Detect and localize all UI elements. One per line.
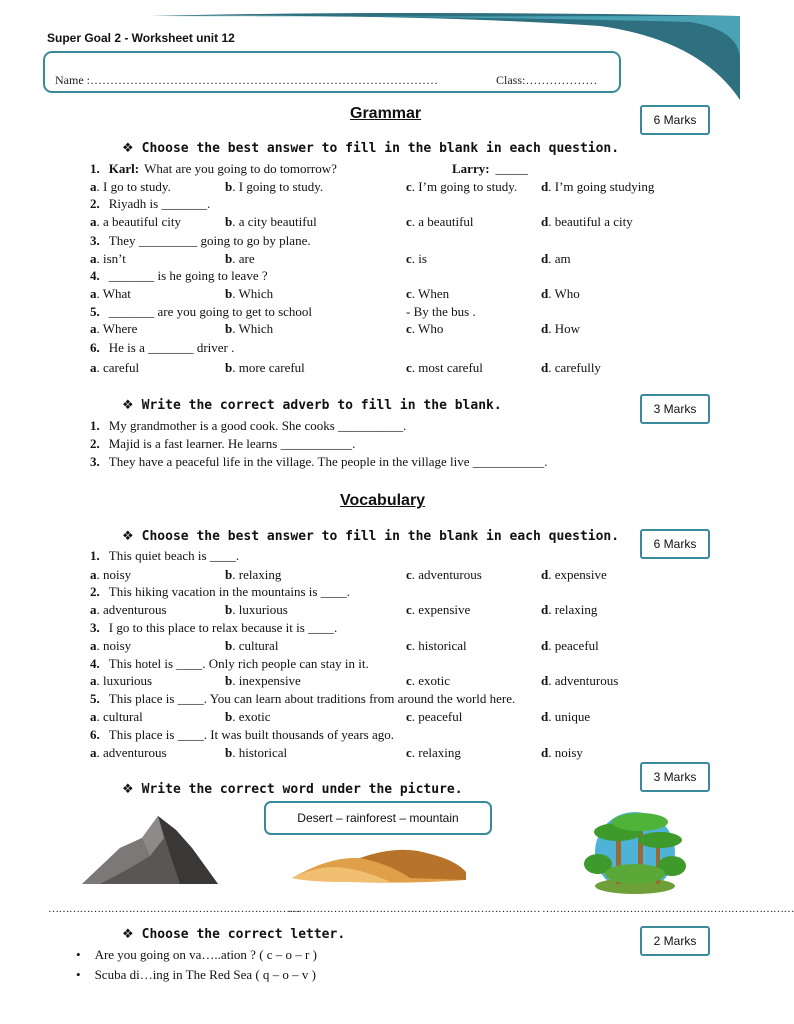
option-c[interactable] xyxy=(406,638,467,654)
question-text: I go to this place to relax because it is ____. xyxy=(108,620,338,635)
option-a[interactable] xyxy=(90,214,181,230)
option-d[interactable] xyxy=(541,179,654,195)
option-c[interactable] xyxy=(406,286,449,302)
adverb-item xyxy=(90,418,406,434)
option-text: . relaxing xyxy=(411,745,461,760)
option-text: . noisy xyxy=(96,638,132,653)
name-field[interactable]: Name :…………………………………………………………………………… xyxy=(55,73,438,87)
option-d[interactable] xyxy=(541,638,599,654)
worksheet-title: Super Goal 2 - Worksheet unit 12 xyxy=(47,31,235,45)
bullet-dot-icon: • xyxy=(76,947,81,962)
option-text: . are xyxy=(232,251,255,266)
option-letter: c xyxy=(406,709,412,724)
option-b[interactable] xyxy=(225,673,301,689)
option-d[interactable] xyxy=(541,709,590,725)
option-a[interactable] xyxy=(90,251,126,267)
adverb-instruction: ❖ Write the correct adverb to fill in the blank. xyxy=(122,398,502,413)
option-a[interactable] xyxy=(90,179,171,195)
option-text: . Which xyxy=(232,286,274,301)
option-letter: b xyxy=(225,745,233,760)
question-grammar-3 xyxy=(90,233,311,249)
option-text: . I going to study. xyxy=(232,179,324,194)
question-number: 6. xyxy=(90,727,100,742)
diamond-bullet-icon: ❖ xyxy=(122,529,134,544)
grammar-title: Grammar xyxy=(350,105,422,122)
option-c[interactable] xyxy=(406,360,483,376)
option-letter: d xyxy=(541,638,549,653)
item-number: 2. xyxy=(90,436,100,451)
option-a[interactable] xyxy=(90,360,139,376)
option-a[interactable] xyxy=(90,567,131,583)
question-grammar-5 xyxy=(90,304,312,320)
option-text: . Which xyxy=(232,321,274,336)
item-number: 1. xyxy=(90,418,100,433)
option-letter: c xyxy=(406,286,412,301)
option-d[interactable] xyxy=(541,745,583,761)
option-text: . Who xyxy=(411,321,444,336)
option-letter: c xyxy=(406,673,412,688)
question-vocabulary-2 xyxy=(90,584,350,600)
option-a[interactable] xyxy=(90,709,143,725)
letter-item xyxy=(76,947,317,963)
option-text: . a beautiful city xyxy=(96,214,181,229)
option-text: . noisy xyxy=(96,567,132,582)
option-c[interactable] xyxy=(406,214,474,230)
vocabulary-marks-badge: 6 Marks xyxy=(640,529,710,559)
option-letter: b xyxy=(225,709,233,724)
option-letter: c xyxy=(406,214,412,229)
question-number: 5. xyxy=(90,691,100,706)
option-letter: a xyxy=(90,745,97,760)
option-text: . carefully xyxy=(548,360,601,375)
option-text: . historical xyxy=(232,745,288,760)
question-number: 3. xyxy=(90,233,100,248)
option-a[interactable] xyxy=(90,321,137,337)
question-vocabulary-5 xyxy=(90,691,515,707)
option-letter: d xyxy=(541,321,549,336)
class-field[interactable]: Class:……………… xyxy=(496,73,598,87)
option-text: . adventurous xyxy=(96,602,167,617)
item-number: 3. xyxy=(90,454,100,469)
option-letter: a xyxy=(90,321,97,336)
option-text: . I’m going to study. xyxy=(411,179,518,194)
word-bank-box: Desert – rainforest – mountain xyxy=(264,801,492,835)
question-number: 4. xyxy=(90,656,100,671)
option-letter: d xyxy=(541,745,549,760)
option-c[interactable] xyxy=(406,602,470,618)
vocabulary-instruction: ❖ Choose the best answer to fill in the blank in each question. xyxy=(122,529,620,544)
option-text: . adventurous xyxy=(96,745,167,760)
option-letter: d xyxy=(541,673,549,688)
option-letter: d xyxy=(541,251,549,266)
option-c[interactable] xyxy=(406,709,462,725)
option-text: . cultural xyxy=(96,709,143,724)
option-letter: b xyxy=(225,179,233,194)
vocabulary-title: Vocabulary xyxy=(340,492,426,509)
question-grammar-6 xyxy=(90,340,234,356)
option-letter: b xyxy=(225,286,233,301)
option-text: . Where xyxy=(96,321,138,336)
option-c[interactable] xyxy=(406,673,450,689)
option-text: . a city beautiful xyxy=(232,214,317,229)
question-text: _______ is he going to leave ? xyxy=(108,268,268,283)
option-letter: d xyxy=(541,709,549,724)
option-letter: b xyxy=(225,673,233,688)
option-b[interactable] xyxy=(225,214,317,230)
adverb-item xyxy=(90,454,547,470)
option-letter: c xyxy=(406,251,412,266)
option-letter: a xyxy=(90,567,97,582)
question-grammar-1 xyxy=(90,161,337,177)
option-letter: c xyxy=(406,602,412,617)
option-b[interactable] xyxy=(225,360,305,376)
option-d[interactable] xyxy=(541,214,633,230)
answer-line-desert[interactable]: ……………………………………………………………… xyxy=(288,903,540,915)
answer-hint: - By the bus . xyxy=(406,304,476,319)
letter-item-text: Are you going on va…..ation ? ( c – o – r ) xyxy=(94,947,317,962)
option-text: . adventurous xyxy=(548,673,619,688)
item-text: My grandmother is a good cook. She cooks __________. xyxy=(108,418,407,433)
option-text: . What xyxy=(96,286,131,301)
question-grammar-4 xyxy=(90,268,268,284)
option-a[interactable] xyxy=(90,602,167,618)
option-d[interactable] xyxy=(541,602,597,618)
question-number: 5. xyxy=(90,304,100,319)
option-a[interactable] xyxy=(90,673,152,689)
option-a[interactable] xyxy=(90,745,167,761)
question-extra xyxy=(406,304,476,320)
letter-item-text: Scuba di…ing in The Red Sea ( q – o – v ) xyxy=(94,967,317,982)
option-text: . relaxing xyxy=(548,602,598,617)
option-text: . historical xyxy=(411,638,467,653)
bullet-dot-icon: • xyxy=(76,967,81,982)
adverb-item xyxy=(90,436,355,452)
question-text: This hiking vacation in the mountains is ____. xyxy=(108,584,350,599)
question-vocabulary-1 xyxy=(90,548,239,564)
grammar-marks-badge: 6 Marks xyxy=(640,105,710,135)
answer-line-mountain[interactable]: ……………………………………………………………… xyxy=(48,903,300,915)
option-text: . am xyxy=(548,251,571,266)
option-text: . Who xyxy=(548,286,580,301)
option-letter: b xyxy=(225,321,233,336)
question-number: 2. xyxy=(90,196,100,211)
option-letter: b xyxy=(225,251,233,266)
diamond-bullet-icon: ❖ xyxy=(122,398,134,413)
option-a[interactable] xyxy=(90,638,131,654)
item-text: They have a peaceful life in the village. The people in the village live ___________. xyxy=(108,454,548,469)
picture-instruction: ❖ Write the correct word under the picture. xyxy=(122,782,463,797)
option-letter: d xyxy=(541,567,549,582)
adverb-marks-badge: 3 Marks xyxy=(640,394,710,424)
option-b[interactable] xyxy=(225,602,288,618)
option-letter: b xyxy=(225,638,233,653)
option-letter: c xyxy=(406,179,412,194)
option-text: . most careful xyxy=(411,360,483,375)
option-text: . expensive xyxy=(548,567,607,582)
option-b[interactable] xyxy=(225,251,255,267)
option-text: . careful xyxy=(96,360,140,375)
letter-instruction: ❖ Choose the correct letter. xyxy=(122,927,346,942)
option-b[interactable] xyxy=(225,638,278,654)
option-letter: d xyxy=(541,360,549,375)
question-text: This hotel is ____. Only rich people can stay in it. xyxy=(108,656,369,671)
question-text: What are you going to do tomorrow? xyxy=(144,161,337,176)
question-text: He is a _______ driver . xyxy=(108,340,235,355)
option-letter: a xyxy=(90,673,97,688)
option-letter: d xyxy=(541,214,549,229)
desert-picture xyxy=(290,838,468,888)
option-text: . beautiful a city xyxy=(548,214,633,229)
question-text: This quiet beach is ____. xyxy=(108,548,240,563)
option-text: . peaceful xyxy=(548,638,599,653)
question-text: This place is ____. It was built thousands of years ago. xyxy=(108,727,394,742)
option-letter: a xyxy=(90,214,97,229)
option-b[interactable] xyxy=(225,709,271,725)
option-letter: c xyxy=(406,321,412,336)
option-text: . is xyxy=(411,251,427,266)
option-letter: c xyxy=(406,745,412,760)
question-text: Riyadh is _______. xyxy=(108,196,211,211)
option-letter: a xyxy=(90,179,97,194)
option-b[interactable] xyxy=(225,745,287,761)
option-d[interactable] xyxy=(541,321,580,337)
diamond-bullet-icon: ❖ xyxy=(122,141,134,156)
option-letter: a xyxy=(90,709,97,724)
option-letter: d xyxy=(541,179,549,194)
option-letter: a xyxy=(90,638,97,653)
letter-marks-badge: 2 Marks xyxy=(640,926,710,956)
option-d[interactable] xyxy=(541,567,607,583)
question-vocabulary-3 xyxy=(90,620,337,636)
option-text: . unique xyxy=(548,709,591,724)
picture-marks-badge: 3 Marks xyxy=(640,762,710,792)
question-number: 6. xyxy=(90,340,100,355)
option-b[interactable] xyxy=(225,179,323,195)
option-letter: b xyxy=(225,567,233,582)
question-grammar-2 xyxy=(90,196,210,212)
answer-blank: _____ xyxy=(495,161,529,176)
option-text: . exotic xyxy=(411,673,451,688)
question-vocabulary-4 xyxy=(90,656,369,672)
answer-line-rainforest[interactable]: ……………………………………………………………… xyxy=(542,903,794,915)
option-text: . I’m going studying xyxy=(548,179,655,194)
item-text: Majid is a fast learner. He learns ___________. xyxy=(108,436,356,451)
option-letter: a xyxy=(90,251,97,266)
option-d[interactable] xyxy=(541,251,571,267)
question-number: 2. xyxy=(90,584,100,599)
option-text: . exotic xyxy=(232,709,271,724)
option-text: . luxurious xyxy=(232,602,288,617)
question-number: 4. xyxy=(90,268,100,283)
option-text: . noisy xyxy=(548,745,583,760)
option-d[interactable] xyxy=(541,673,618,689)
option-text: . cultural xyxy=(232,638,279,653)
option-c[interactable] xyxy=(406,745,461,761)
option-letter: c xyxy=(406,360,412,375)
option-b[interactable] xyxy=(225,286,273,302)
option-letter: b xyxy=(225,360,233,375)
option-d[interactable] xyxy=(541,286,580,302)
question-text: _______ are you going to get to school xyxy=(108,304,313,319)
option-letter: d xyxy=(541,602,549,617)
speaker-label: Karl: xyxy=(108,161,140,176)
rainforest-picture xyxy=(576,804,694,894)
option-letter: b xyxy=(225,214,233,229)
option-text: . inexpensive xyxy=(232,673,301,688)
option-text: . adventurous xyxy=(411,567,482,582)
option-d[interactable] xyxy=(541,360,601,376)
question-text: This place is ____. You can learn about traditions from around the world here. xyxy=(108,691,516,706)
option-letter: d xyxy=(541,286,549,301)
question-number: 1. xyxy=(90,161,100,176)
option-c[interactable] xyxy=(406,251,427,267)
option-text: . How xyxy=(548,321,581,336)
option-text: . more careful xyxy=(232,360,305,375)
option-text: . peaceful xyxy=(411,709,463,724)
question-number: 1. xyxy=(90,548,100,563)
option-letter: a xyxy=(90,602,97,617)
option-text: . a beautiful xyxy=(411,214,474,229)
question-text: They _________ going to go by plane. xyxy=(108,233,311,248)
option-c[interactable] xyxy=(406,179,517,195)
speaker-label: Larry: xyxy=(452,161,490,176)
option-a[interactable] xyxy=(90,286,131,302)
option-letter: a xyxy=(90,286,97,301)
diamond-bullet-icon: ❖ xyxy=(122,782,134,797)
mountain-picture xyxy=(80,808,220,886)
letter-item xyxy=(76,967,316,983)
question-vocabulary-6 xyxy=(90,727,394,743)
option-b[interactable] xyxy=(225,321,273,337)
grammar-instruction: ❖ Choose the best answer to fill in the blank in each question. xyxy=(122,141,620,156)
option-text: . relaxing xyxy=(232,567,282,582)
question-number: 3. xyxy=(90,620,100,635)
option-text: . expensive xyxy=(411,602,471,617)
question-extra xyxy=(452,161,528,177)
option-text: . isn’t xyxy=(96,251,126,266)
option-c[interactable] xyxy=(406,567,482,583)
option-c[interactable] xyxy=(406,321,443,337)
option-text: . When xyxy=(411,286,450,301)
option-text: . luxurious xyxy=(96,673,153,688)
option-text: . I go to study. xyxy=(96,179,171,194)
option-letter: c xyxy=(406,638,412,653)
option-letter: b xyxy=(225,602,233,617)
option-letter: a xyxy=(90,360,97,375)
option-b[interactable] xyxy=(225,567,281,583)
option-letter: c xyxy=(406,567,412,582)
diamond-bullet-icon: ❖ xyxy=(122,927,134,942)
